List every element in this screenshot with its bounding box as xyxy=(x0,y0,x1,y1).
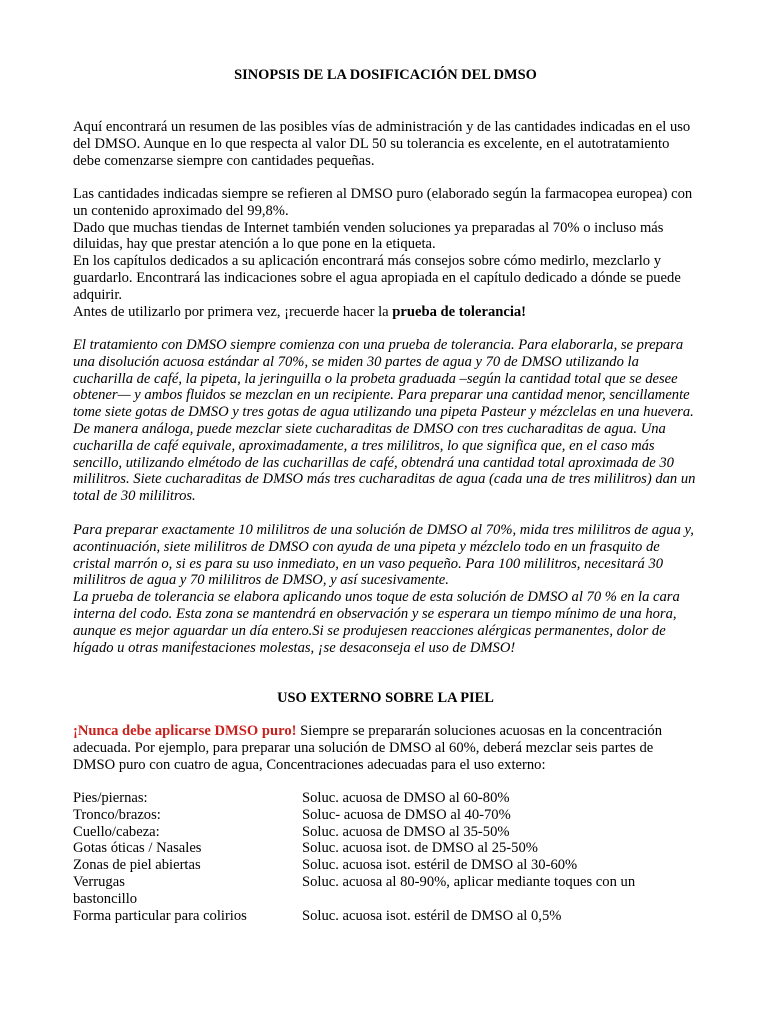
first-use-text xyxy=(73,304,698,321)
intro-paragraph xyxy=(73,119,698,169)
table-row xyxy=(73,790,698,807)
external-use-instructions: Siempre se prepararán soluciones acuosas en la concentración adecuada. Por ejemplo, para preparar una solución de DMSO al 60%, deberá mezclar seis partes de DMSO puro con cuatro de agua, Concentraciones adecuadas para el uso externo: xyxy=(73,723,663,773)
solution-cell: Soluc. acuosa de DMSO al 60-80% xyxy=(302,790,510,806)
table-row xyxy=(73,908,698,925)
table-row xyxy=(73,807,698,824)
solution-cell: Soluc. acuosa isot. estéril de DMSO al 30-60% xyxy=(302,857,578,874)
tolerance-application-text: La prueba de tolerancia se elabora aplicando unos toque de esta solución de DMSO al 70 % en la cara interna del codo. Esta zona se mantendrá en observación y se esperara un tiempo mínimo de una hora, aunque es mejor aguardar un día entero.Si se produjesen reacciones alérgicas permanentes, dolor de hígado u otras manifestaciones molestas, ¡se desaconseja el uso de DMSO! xyxy=(73,589,680,656)
solution-cell: Soluc. acuosa isot. estéril de DMSO al 0,5% xyxy=(302,907,562,924)
table-row xyxy=(73,891,698,908)
section-title-external-use: USO EXTERNO SOBRE LA PIEL xyxy=(277,690,494,706)
label-warning-text: Dado que muchas tiendas de Internet también venden soluciones ya preparadas al 70% o incluso más diluidas, hay que prestar atención a lo que pone en la etiqueta. xyxy=(73,219,664,253)
table-row xyxy=(73,824,698,841)
solution-cell: Soluc. acuosa de DMSO al 35-50% xyxy=(302,823,510,840)
preparation-text: Para preparar exactamente 10 mililitros de una solución de DMSO al 70%, mida tres mililitros de agua y, acontinuación, siete mililitros de DMSO con ayuda de una pipeta y mézclelo todo en un frasquito de cristal marrón o, si es para su uso inmediato, en un vaso pequeño. Para 100 mililitros, necesitará 30 mililitros de agua y 70 mililitros de DMSO, y así sucesivamente. xyxy=(73,522,694,589)
zone-cell: Zonas de piel abiertas xyxy=(73,857,201,874)
table-row xyxy=(73,840,698,857)
page-title: SINOPSIS DE LA DOSIFICACIÓN DEL DMSO xyxy=(234,67,537,83)
external-use-paragraph xyxy=(73,723,698,773)
tolerance-test-paragraph xyxy=(73,337,698,505)
solution-cell: Soluc. acuosa al 80-90%, aplicar mediante toques con un xyxy=(302,873,636,890)
zone-cell: bastoncillo xyxy=(73,890,138,907)
table-row xyxy=(73,874,698,891)
zone-cell: Cuello/cabeza: xyxy=(73,823,160,840)
table-row xyxy=(73,857,698,874)
solution-cell xyxy=(302,891,698,908)
dosage-table xyxy=(73,790,698,924)
solution-cell: Soluc. acuosa isot. de DMSO al 25-50% xyxy=(302,840,538,857)
zone-cell: Tronco/brazos: xyxy=(73,806,161,823)
preparation-paragraph xyxy=(73,522,698,656)
tolerance-test-text: El tratamiento con DMSO siempre comienza con una prueba de tolerancia. Para elaborarla, se prepara una disolución acuosa estándar al 70%, se miden 30 partes de agua y 70 de DMSO utilizando la cucharilla de café, la pipeta, la jeringuilla o la probeta graduada –según la cantidad total que se desee obtener— y ambos fluidos se mezclan en un recipiente. Para preparar una cantidad menor, sencillamente tome siete gotas de DMSO y tres gotas de agua utilizando una pipeta Pasteur y mézclelas en una huevera. De manera análoga, puede mezclar siete cucharaditas de DMSO con tres cucharaditas de agua. Una cucharilla de café equivale, aproximadamente, a tres mililitros, lo que significa que, en el caso más sencillo, utilizando elmétodo de las cucharillas de café, obtendrá una cantidad total aproximada de 30 mililitros. Siete cucharaditas de DMSO más tres cucharaditas de agua (cada una de tres mililitros) dan un total de 30 mililitros. xyxy=(73,337,696,505)
first-use-prefix: Antes de utilizarlo por primera vez, ¡recuerde hacer la xyxy=(73,303,393,320)
tolerance-test-emphasis: prueba de tolerancia! xyxy=(392,303,527,320)
zone-cell: Forma particular para colirios xyxy=(73,907,247,924)
storage-text: En los capítulos dedicados a su aplicación encontrará más consejos sobre cómo medirlo, mezclarlo y guardarlo. Encontrará las indicaciones sobre el agua apropiada en el capítulo dedicado a dónde se puede adquirir. xyxy=(73,253,681,303)
external-use-text xyxy=(73,723,698,773)
zone-cell: Pies/piernas: xyxy=(73,790,148,806)
zone-cell: Verrugas xyxy=(73,873,125,890)
dmso-info-paragraph xyxy=(73,186,698,320)
zone-cell: Gotas óticas / Nasales xyxy=(73,840,202,857)
intro-text: Aquí encontrará un resumen de las posibles vías de administración y de las cantidades indicadas en el uso del DMSO. Aunque en lo que respecta al valor DL 50 su tolerancia es excelente, en el autotratamiento debe comenzarse siempre con cantidades pequeñas. xyxy=(73,119,691,169)
solution-cell: Soluc- acuosa de DMSO al 40-70% xyxy=(302,806,511,823)
purity-text: Las cantidades indicadas siempre se refieren al DMSO puro (elaborado según la farmacopea europea) con un contenido aproximado del 99,8%. xyxy=(73,186,693,219)
warning-no-pure-dmso: ¡Nunca debe aplicarse DMSO puro! xyxy=(73,723,297,739)
